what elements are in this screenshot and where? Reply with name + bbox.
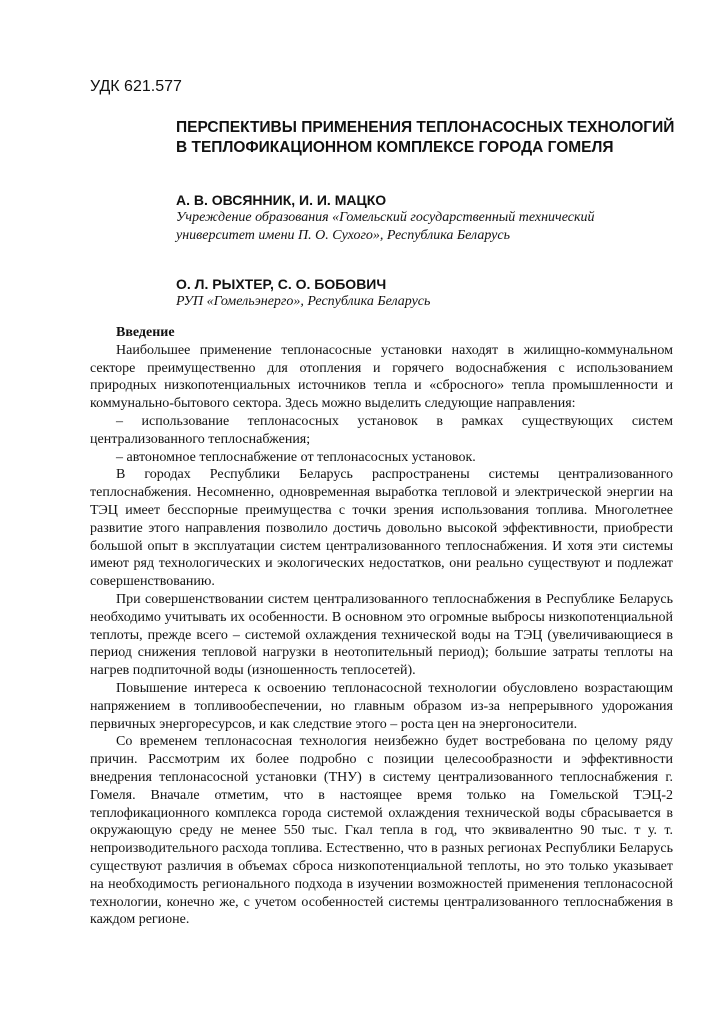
list-item: – автономное теплоснабжение от теплонасосных установок. [116, 449, 476, 465]
body-paragraph: Повышение интереса к освоению теплонасосной технологии обусловлено возрастающим напряжением в топливообеспечении, но главным образом из-за непрерывного удорожания первичных энергоресурсов, и как следствие этого – роста цен на энергоносители. [90, 680, 673, 732]
authors-first-group: А. В. ОВСЯННИК, И. И. МАЦКО [176, 192, 387, 208]
body-paragraph: При совершенствовании систем централизованного теплоснабжения в Республике Беларусь необходимо учитывать их особенности. В основном это огромные выбросы низкопотенциальной теплоты, прежде всего – системой охлаждения технической воды на ТЭЦ (увеличивающиеся в период снижения тепловой нагрузки в неотопительный период); большие затраты теплоты на нагрев подпиточной воды (изношенность теплосетей). [90, 591, 673, 679]
body-paragraph: Со временем теплонасосная технология неизбежно будет востребована по целому ряду причин. Рассмотрим их более подробно с позиции целесообразности и эффективности внедрения теплонасосной установки (ТНУ) в систему централизованного теплоснабжения г. Гомеля. Вначале отметим, что в настоящее время только на Гомельской ТЭЦ-2 теплофикационного комплекса города системой охлаждения технической воды сбрасывается в окружающую среду не менее 550 тыс. Гкал тепла в год, что эквивалентно 90 тыс. т у. т. непроизводительного расхода топлива. Естественно, что в разных регионах Республики Беларусь существуют различия в объемах сброса низкопотенциальной теплоты, но это только указывает на необходимость регионального подхода в изучении возможностей применения теплонасосной технологии, конечно же, с учетом особенностей системы централизованного теплоснабжения в каждом регионе. [90, 734, 673, 928]
authors-second-group: О. Л. РЫХТЕР, С. О. БОБОВИЧ [176, 276, 387, 292]
body-paragraph: Наибольшее применение теплонасосные установки находят в жилищно-коммунальном секторе преимущественно для отопления и горячего водоснабжения с использованием природных низкопотенциальных источников тепла и «сбросного» тепла промышленности и коммунально-бытового сектора. Здесь можно выделить следующие направления: [90, 342, 673, 412]
body-paragraph: В городах Республики Беларусь распространены системы централизованного теплоснабжения. Несомненно, одновременная выработка тепловой и электрической энергии на ТЭЦ имеет бесспорные преимущества с точки зрения использования топлива. Многолетнее развитие этого направления позволило достичь довольно высокой эффективности, приобрести большой опыт в эксплуатации систем централизованного теплоснабжения. И хотя эти системы имеют ряд технологических и экологических недостатков, они реально существуют и подлежат совершенствованию. [90, 467, 673, 590]
affiliation-second-group: РУП «Гомельэнерго», Республика Беларусь [176, 294, 431, 309]
paper-body [90, 324, 673, 929]
affiliation-first-group: Учреждение образования «Гомельский государственный технический университет имени П. О. Сухого», Республика Беларусь [176, 210, 595, 243]
paper-title: ПЕРСПЕКТИВЫ ПРИМЕНЕНИЯ ТЕПЛОНАСОСНЫХ ТЕХНОЛОГИЙ В ТЕПЛОФИКАЦИОННОМ КОМПЛЕКСЕ ГОРОДА ГОМЕЛЯ [176, 119, 675, 156]
section-heading: Введение [116, 325, 175, 340]
udk-code: УДК 621.577 [90, 78, 182, 95]
list-item: – использование теплонасосных установок в рамках существующих систем централизованного теплоснабжения; [90, 413, 673, 447]
